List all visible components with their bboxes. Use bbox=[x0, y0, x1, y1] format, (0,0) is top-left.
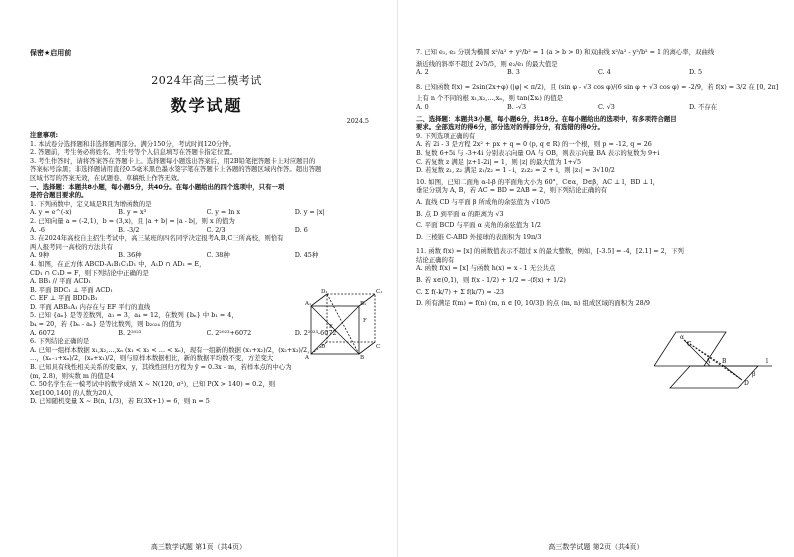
question-stem: 10. 如图，已知二面角 α-l-β 的平面角大小为 60°，C∈α，D∈β，AC ⊥ l，BD ⊥ l， bbox=[416, 177, 659, 186]
option-c: C. 2/3 bbox=[206, 225, 226, 234]
option-d: D. y = |x| bbox=[294, 208, 325, 217]
question-options bbox=[30, 208, 383, 217]
label-a: A bbox=[706, 358, 711, 365]
option-c: C. y = ln x bbox=[206, 208, 241, 217]
question-stem: 11. 函数 f(x) = [x] 的函数值表示不超过 x 的最大整数，例如，[-3.5] = -4，[2.1] = 2，下列 bbox=[416, 247, 684, 256]
option-c: C. √3 bbox=[598, 102, 615, 111]
plane-alpha bbox=[654, 332, 726, 366]
exam-date: 2024.5 bbox=[346, 117, 369, 125]
question-stem: 7. 已知 e₁, e₂ 分别为椭圆 x²/a² + y²/b² = 1 (a > b > 0) 和双曲线 x²/a² - y²/b² = 1 的离心率，双曲线 bbox=[416, 48, 715, 56]
option-b: B. 2²⁰²³ bbox=[118, 328, 142, 337]
option-d: D. 5 bbox=[689, 68, 703, 77]
option-b-cont: (m, 2.8)，则实数 m 的值是4 bbox=[30, 371, 115, 380]
question-stem-cont: 渐近线的斜率不超过 2√5/5，则 e₂/e₁ 的最大值是 bbox=[416, 59, 558, 68]
option-c-cont: X∈[100,140] 的人数为20人 bbox=[30, 388, 113, 397]
question-options bbox=[416, 68, 780, 77]
question-stem-cont: 上有 n 个不同的根 x₁,x₂,…,xₙ，则 tan(Σxᵢ) 的值是 bbox=[416, 94, 564, 103]
question-8 bbox=[416, 83, 780, 112]
option-a-cont: …，(xₙ₋₁+xₙ)/2，(xₙ+x₁)/2，则与原样本数据相比，新的数据平均数不变，方差变大 bbox=[30, 354, 274, 363]
option-d: D. 平面 ABB₁A₁ 内存在与 EF 平行的直线 bbox=[30, 302, 151, 311]
option-a: A. 2 bbox=[416, 68, 429, 77]
option-d: D. 2²⁰²³-6072 bbox=[294, 328, 337, 337]
option-a: A. 函数 f(x) = [x] 与函数 h(x) = x - 1 无公共点 bbox=[416, 264, 556, 273]
option-a: A. 0 bbox=[416, 102, 429, 111]
option-b: B. 复数 6+5i 与 -3+4i 分别表示向量 OA 与 OB，则表示向量 BA 表示的复数为 9+i bbox=[416, 148, 660, 157]
question-stem: 1. 下列函数中，定义域是R且为增函数的是 bbox=[30, 199, 152, 208]
option-c: C. 38种 bbox=[206, 251, 230, 260]
option-d: D. 所有满足 f(m) = f(n) (m, n ∈ [0, 10/3]) 的点 (m, n) 组成区域的面积为 28/9 bbox=[416, 299, 650, 308]
notice-title: 注意事项: bbox=[30, 131, 59, 139]
label-d: D bbox=[321, 344, 326, 350]
notice-item: 1. 本试卷分选择题和非选择题两部分。满分150分，考试时间120分钟。 bbox=[30, 139, 236, 148]
label-b: B bbox=[722, 358, 727, 365]
option-c: C. EF ⊥ 平面 BDD₁B₁ bbox=[30, 294, 98, 303]
label-b1: B₁ bbox=[360, 301, 367, 307]
question-stem: 2. 已知向量 a = (-2,1)，b = (3,x)，且 |a + b| = |a - b|，则 x 的值为 bbox=[30, 216, 235, 225]
question-stem-cont: b₄ = 20，若 {bₙ - aₙ} 是等比数列，则 b₂₀₂₄ 的值为 bbox=[30, 320, 182, 329]
option-b: B. -√3 bbox=[507, 102, 527, 111]
label-beta: β bbox=[752, 371, 756, 378]
option-a: A. -6 bbox=[30, 225, 45, 234]
exam-page-2 bbox=[397, 0, 794, 557]
option-b: B. 36种 bbox=[118, 251, 142, 260]
label-l: l bbox=[766, 358, 768, 365]
option-b: B. 点 D 到平面 α 的距离为 √3 bbox=[416, 209, 504, 218]
label-alpha: α bbox=[680, 334, 685, 341]
label-b: B bbox=[360, 355, 365, 360]
label-c: C bbox=[376, 344, 381, 350]
question-stem-cont: 垂足分别为 A, B，若 AC = BD = 2AB = 2，则下列结论正确的有 bbox=[416, 186, 608, 195]
section-1-heading-cont: 是符合题目要求的。 bbox=[30, 191, 88, 200]
question-stem-cont: CD₁ ∩ C₁D = F，则下列结论中正确的是 bbox=[30, 268, 149, 277]
question-1 bbox=[30, 200, 383, 217]
option-d: D. 45种 bbox=[294, 251, 319, 260]
option-b: B. -3/2 bbox=[118, 225, 140, 234]
option-c: C. 2²⁰²³+6072 bbox=[206, 328, 252, 337]
option-a: A. 若 2i - 3 是方程 2x² + px + q = 0 (p, q ∈ R) 的一个根，则 p = -12, q = 26 bbox=[416, 140, 652, 149]
question-stem-cont: 结论正确的有 bbox=[416, 255, 455, 264]
label-d: D bbox=[744, 380, 749, 387]
label-d1: D₁ bbox=[321, 289, 328, 295]
option-a: A. 直线 CD 与平面 β 所成角的余弦值为 √10/5 bbox=[416, 197, 551, 206]
page-1-footer: 高三数学试题 第1页（共4页） bbox=[150, 543, 247, 551]
question-options bbox=[30, 226, 383, 235]
page-2-footer: 高三数学试题 第2页（共4页） bbox=[548, 543, 644, 551]
question-9 bbox=[416, 132, 780, 175]
section-2-heading-cont: 要求。全部选对的得6分，部分选对的得部分分，有选错的得0分。 bbox=[416, 123, 604, 132]
section-2-heading: 二、选择题：本题共3小题，每小题6分，共18分。在每小题给出的选项中，有多项符合题目 bbox=[416, 114, 677, 123]
confidential-label: 保密★启用前 bbox=[30, 49, 72, 57]
option-a: A. 已知一组样本数据 x₁,x₂,…,xₙ (x₁ < x₂ < … < xₙ)，现有一组新的数据 (x₁+x₂)/2，(x₂+x₃)/2， bbox=[30, 345, 314, 354]
notice-item: 2. 答题前，考生务必将姓名、考生号等个人信息填写在答题卡指定位置。 bbox=[30, 148, 237, 157]
option-d: D. 三棱锥 C-ABD 外接球的表面积为 19π/3 bbox=[416, 232, 542, 241]
option-a: A. 6072 bbox=[30, 328, 55, 337]
notice-item: 3. 考生作答时，请将答案答在答题卡上。选择题每小题选出答案后，用2B铅笔把答题卡上对应题目的 bbox=[30, 156, 316, 165]
cube-back-face bbox=[327, 294, 375, 342]
question-stem: 4. 如图，在正方体 ABCD-A₁B₁C₁D₁ 中，A₁D ∩ AD₁ = E， bbox=[30, 259, 206, 268]
notice-item: 区域书写的答案无效，在试题卷、草稿纸上作答无效。 bbox=[30, 173, 184, 182]
option-c: C. Σ f(-k/7) + Σ f(k/7) = -23 bbox=[416, 287, 504, 296]
exam-title: 2024年高三二模考试 bbox=[151, 74, 262, 87]
notice-block bbox=[30, 131, 383, 183]
option-b: B. 3 bbox=[507, 68, 520, 77]
question-11 bbox=[416, 247, 780, 308]
question-3 bbox=[30, 234, 383, 260]
label-c1: C₁ bbox=[376, 289, 383, 295]
option-b: B. y = x³ bbox=[118, 208, 147, 217]
question-options bbox=[416, 103, 780, 112]
question-10 bbox=[416, 178, 780, 242]
label-e: E bbox=[329, 324, 334, 330]
notice-item: 答案标号涂黑；非选择题请用直径0.5毫米黑色墨水签字笔在答题卡上各题的答题区域内作答。超出答题 bbox=[30, 165, 322, 174]
option-c: C. 50名学生在一模考试中的数学成绩 X ~ N(120, σ²)，已知 P(X > 140) = 0.2，则 bbox=[30, 380, 276, 389]
question-stem: 5. 已知 {aₙ} 是等差数列，a₁ = 3，a₄ = 12，在数列 {bₙ} 中 b₁ = 4， bbox=[30, 311, 238, 320]
option-c: C. 4 bbox=[598, 68, 611, 77]
option-d: D. 已知随机变量 X ~ B(n, 1/3)，若 E(3X+1) = 6，则 n = 5 bbox=[30, 397, 210, 406]
option-c: C. 平面 BCD 与平面 α 夹角的余弦值为 1/2 bbox=[416, 221, 541, 230]
question-7 bbox=[416, 48, 780, 77]
question-stem: 6. 下列结论正确的是 bbox=[30, 337, 90, 346]
option-d: D. 6 bbox=[294, 225, 308, 234]
option-d: D. 不存在 bbox=[689, 102, 718, 111]
option-a: A. y = e^(-x) bbox=[30, 208, 72, 217]
cube-figure bbox=[305, 288, 383, 360]
question-options bbox=[30, 251, 383, 260]
label-c: C bbox=[687, 341, 692, 348]
section-1-heading: 一、选择题：本题共8小题，每小题5分，共40分。在每小题给出的四个选项中，只有一项 bbox=[30, 182, 285, 191]
option-a: A. 9种 bbox=[30, 251, 50, 260]
question-stem: 3. 在2024年高校自主招生考试中，高三某班的四名同学决定报考A,B,C三所高校，则恰有 bbox=[30, 234, 284, 243]
label-a: A bbox=[305, 355, 309, 360]
subject-title: 数学试题 bbox=[170, 96, 243, 115]
option-b: B. 已知具有线性相关关系的变量x，y，其线性回归方程为 ŷ = 0.3x - m，若样本点的中心为 bbox=[30, 363, 292, 372]
label-f: F bbox=[363, 318, 367, 324]
option-c: C. 若复数 z 满足 |z+1-2i| = 1，则 |z| 的最大值为 1+√5 bbox=[416, 157, 582, 166]
dihedral-figure bbox=[654, 330, 774, 392]
option-b: B. 平面 BDC₁ ⊥ 平面 ACD₁ bbox=[30, 285, 113, 294]
label-a1: A₁ bbox=[305, 301, 312, 307]
option-b: B. 若 x∈(0,1)，则 f(x - 1/2) + 1/2 = -(f(x) + 1/2) bbox=[416, 276, 566, 285]
option-d: D. 若复数 z₁, z₂ 满足 z₁/z₂ = 1 - i，z₁z₂ = 2 + i，则 |z₁| = 3√10/2 bbox=[416, 166, 615, 175]
question-stem: 9. 下列选项正确的有 bbox=[416, 131, 476, 140]
question-stem-cont: 两人报考同一高校的方法共有 bbox=[30, 242, 114, 251]
question-2 bbox=[30, 217, 383, 234]
question-stem: 8. 已知函数 f(x) = 2sin(2x+φ) (|φ| < π/2)，且 (sin φ - √3 cos φ)/(6 sin φ + √3 cos φ) = -2/9，若 f(x) = 3/2 在 [0, 2π] bbox=[416, 82, 779, 91]
option-a: A. BB₁ // 平面 ACD₁ bbox=[30, 277, 92, 286]
